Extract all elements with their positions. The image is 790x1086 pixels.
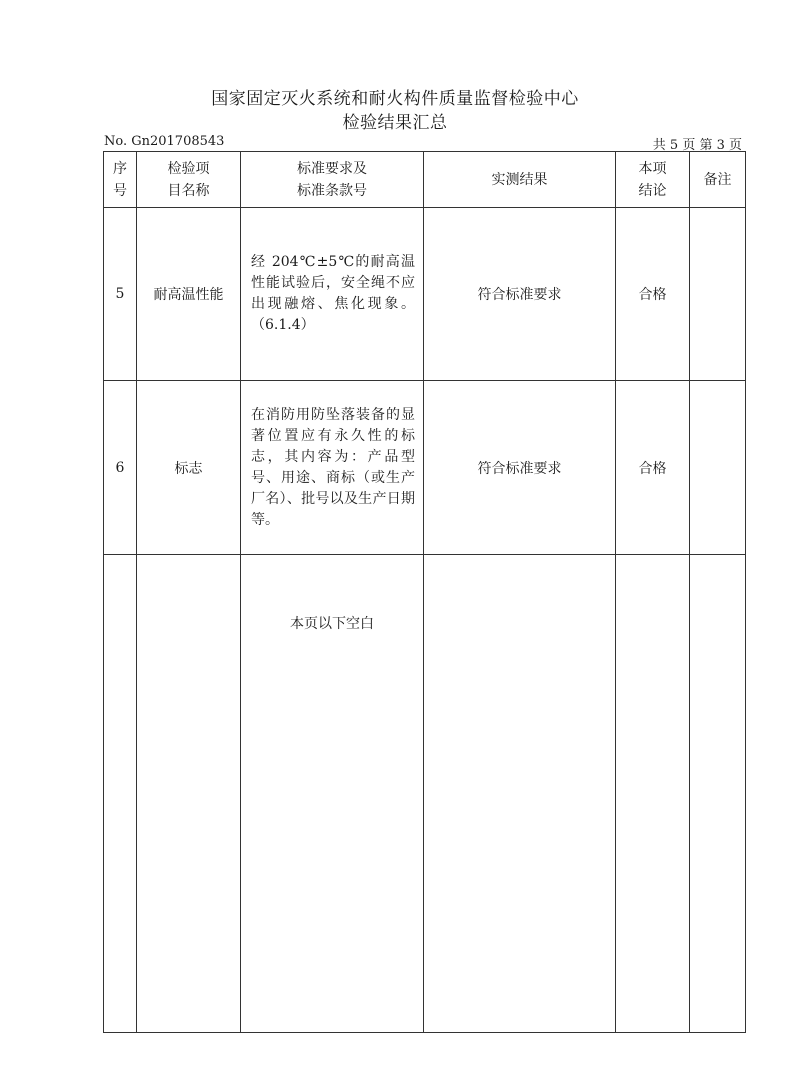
col-header-seq: 序 号 bbox=[104, 152, 137, 208]
col-header-remark: 备注 bbox=[690, 152, 746, 208]
blank-conclusion bbox=[616, 555, 690, 1033]
row-item: 耐高温性能 bbox=[137, 208, 241, 381]
results-table bbox=[103, 151, 746, 1033]
row-seq: 5 bbox=[104, 208, 137, 381]
table-row bbox=[104, 381, 746, 555]
row-remark bbox=[690, 381, 746, 555]
header-row bbox=[104, 152, 746, 208]
blank-remark bbox=[690, 555, 746, 1033]
row-result: 符合标准要求 bbox=[424, 381, 616, 555]
row-remark bbox=[690, 208, 746, 381]
org-title: 国家固定灭火系统和耐火构件质量监督检验中心 bbox=[211, 89, 579, 109]
blank-item bbox=[137, 555, 241, 1033]
blank-seq bbox=[104, 555, 137, 1033]
row-seq: 6 bbox=[104, 381, 137, 555]
blank-requirement bbox=[241, 555, 424, 1033]
row-requirement: 在消防用防坠落装备的显著位置应有永久性的标志，其内容为：产品型号、用途、商标（或生产厂名）、批号以及生产日期等。 bbox=[241, 381, 424, 555]
row-result: 符合标准要求 bbox=[424, 208, 616, 381]
row-requirement: 经 204℃±5℃的耐高温性能试验后，安全绳不应出现融熔、焦化现象。（6.1.4） bbox=[241, 208, 424, 381]
blank-note: 本页以下空白 bbox=[290, 616, 374, 632]
table-row bbox=[104, 208, 746, 381]
col-header-conclusion: 本项 结论 bbox=[616, 152, 690, 208]
row-conclusion: 合格 bbox=[616, 381, 690, 555]
row-conclusion: 合格 bbox=[616, 208, 690, 381]
col-header-requirement: 标准要求及 标准条款号 bbox=[241, 152, 424, 208]
pagination: 共 5 页 第 3 页 bbox=[652, 138, 742, 153]
report-number: No. Gn201708543 bbox=[104, 134, 225, 149]
col-header-item: 检验项 目名称 bbox=[137, 152, 241, 208]
blank-result bbox=[424, 555, 616, 1033]
row-item: 标志 bbox=[137, 381, 241, 555]
blank-row bbox=[104, 555, 746, 1033]
col-header-result: 实测结果 bbox=[424, 152, 616, 208]
doc-title: 检验结果汇总 bbox=[342, 113, 448, 133]
